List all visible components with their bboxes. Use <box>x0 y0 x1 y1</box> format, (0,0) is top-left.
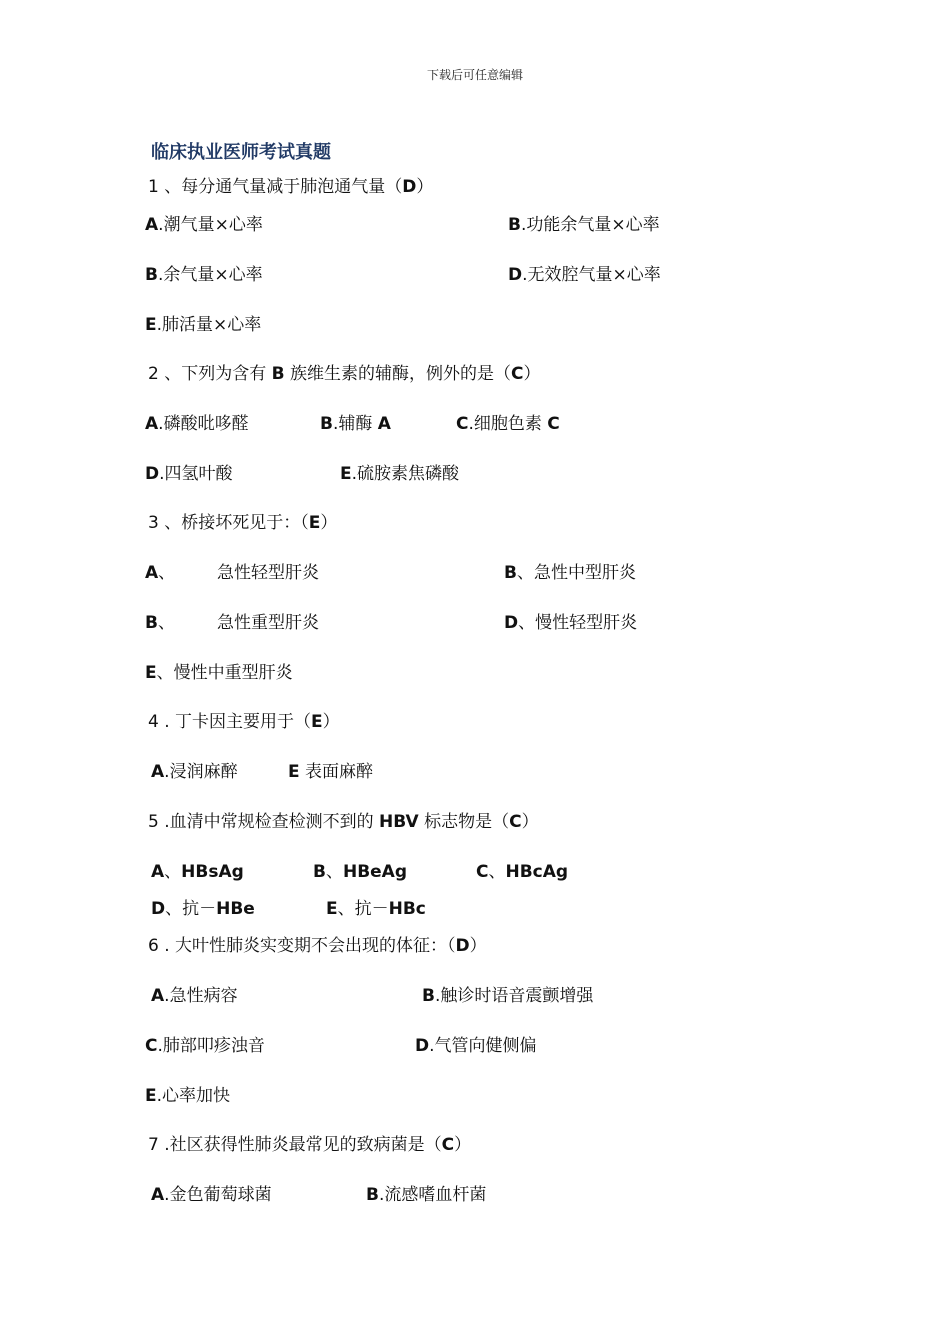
question-5: 5 .血清中常规检查检测不到的 HBV 标志物是（C） <box>148 812 539 832</box>
option-5c: C、HBcAg <box>476 862 569 882</box>
option-1a: A.潮气量×心率 <box>145 215 263 235</box>
option-1b: B.功能余气量×心率 <box>508 215 660 235</box>
option-3d: D、慢性轻型肝炎 <box>504 613 638 633</box>
page-title: 临床执业医师考试真题 <box>151 142 331 163</box>
question-3: 3 、桥接坏死见于：（E） <box>148 513 338 533</box>
option-2b: B.辅酶 A <box>320 414 391 434</box>
option-5b: B、HBeAg <box>313 862 408 882</box>
option-3c-letter: B、 <box>145 613 175 633</box>
option-7b: B.流感嗜血杆菌 <box>366 1185 487 1205</box>
option-6b: B.触诊时语音震颤增强 <box>422 986 594 1006</box>
option-6d: D.气管向健侧偏 <box>415 1036 537 1056</box>
option-3e: E、慢性中重型肝炎 <box>145 663 293 683</box>
option-1e: E.肺活量×心率 <box>145 315 262 335</box>
question-1: 1 、每分通气量减于肺泡通气量（D） <box>148 177 434 197</box>
option-6a: A.急性病容 <box>151 986 238 1006</box>
option-3c-text: 急性重型肝炎 <box>217 613 319 633</box>
option-6c: C.肺部叩疹浊音 <box>145 1036 265 1056</box>
question-2: 2 、下列为含有 B 族维生素的辅酶，例外的是（C） <box>148 364 541 384</box>
option-5e: E、抗－HBc <box>326 899 426 919</box>
question-6: 6 . 大叶性肺炎实变期不会出现的体征：（D） <box>148 936 487 956</box>
option-3a-letter: A、 <box>145 563 176 583</box>
option-2a: A.磷酸吡哆醛 <box>145 414 249 434</box>
option-3b: B、急性中型肝炎 <box>504 563 636 583</box>
option-4a: A.浸润麻醉 <box>151 762 238 782</box>
option-2e: E.硫胺素焦磷酸 <box>340 464 460 484</box>
option-4e: E 表面麻醉 <box>288 762 374 782</box>
page-header: 下载后可任意编辑 <box>426 68 523 82</box>
option-5d: D、抗－HBe <box>151 899 255 919</box>
option-2c: C.细胞色素 C <box>456 414 560 434</box>
question-7: 7 .社区获得性肺炎最常见的致病菌是（C） <box>148 1135 472 1155</box>
option-7a: A.金色葡萄球菌 <box>151 1185 272 1205</box>
question-4: 4 . 丁卡因主要用于（E） <box>148 712 340 732</box>
option-1d: D.无效腔气量×心率 <box>508 265 661 285</box>
option-2d: D.四氢叶酸 <box>145 464 233 484</box>
option-1c: B.余气量×心率 <box>145 265 263 285</box>
option-5a: A、HBsAg <box>151 862 244 882</box>
option-3a-text: 急性轻型肝炎 <box>217 563 319 583</box>
option-6e: E.心率加快 <box>145 1086 231 1106</box>
